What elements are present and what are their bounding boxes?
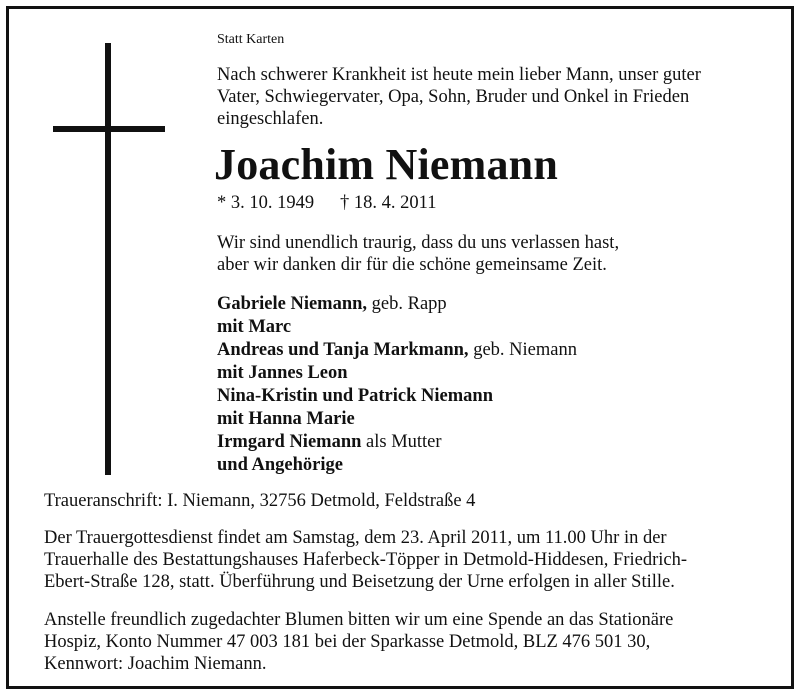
service-line-1: Der Trauergottesdienst findet am Samstag, dem 23. April 2011, um 11.00 Uhr in der (44, 528, 667, 548)
cross-icon-vertical (105, 43, 111, 475)
family-member-name: Andreas und Tanja Markmann, (217, 340, 469, 360)
family-member-name: mit Hanna Marie (217, 409, 355, 429)
birth-date: * 3. 10. 1949 (217, 193, 315, 213)
family-member-name: Gabriele Niemann, (217, 294, 368, 314)
family-member (217, 362, 348, 384)
family-member-name: Irmgard Niemann (217, 432, 362, 452)
address-line: Traueranschrift: I. Niemann, 32756 Detmold, Feldstraße 4 (44, 491, 476, 511)
donation-line-2: Hospiz, Konto Nummer 47 003 181 bei der Sparkasse Detmold, BLZ 476 501 30, (44, 632, 651, 652)
family-member (217, 454, 343, 476)
family-member-note: als Mutter (361, 432, 442, 452)
message-line-1: Wir sind unendlich traurig, dass du uns verlassen hast, (217, 233, 620, 253)
family-member-name: mit Marc (217, 317, 292, 337)
family-member-name: Nina-Kristin und Patrick Niemann (217, 386, 493, 406)
donation-line-3: Kennwort: Joachim Niemann. (44, 654, 267, 674)
service-line-3: Ebert-Straße 128, statt. Überführung und Beisetzung der Urne erfolgen in aller Stille. (44, 572, 675, 592)
family-member (217, 316, 291, 338)
family-member (217, 293, 447, 315)
family-member (217, 339, 577, 361)
family-member (217, 431, 442, 453)
family-member (217, 385, 493, 407)
family-member-note: geb. Rapp (367, 294, 447, 314)
message-line-2: aber wir danken dir für die schöne gemeinsame Zeit. (217, 255, 607, 275)
family-member (217, 408, 355, 430)
cross-icon-horizontal (53, 126, 165, 132)
family-member-note: geb. Niemann (468, 340, 577, 360)
intro-line-2: Vater, Schwiegervater, Opa, Sohn, Bruder und Onkel in Frieden (217, 87, 690, 107)
header-text: Statt Karten (217, 32, 285, 47)
intro-line-1: Nach schwerer Krankheit ist heute mein lieber Mann, unser guter (217, 65, 701, 85)
service-line-2: Trauerhalle des Bestattungshauses Haferbeck-Töpper in Detmold-Hiddesen, Friedrich- (44, 550, 688, 570)
family-member-name: mit Jannes Leon (217, 363, 348, 383)
donation-line-1: Anstelle freundlich zugedachter Blumen bitten wir um eine Spende an das Stationäre (44, 610, 674, 630)
intro-line-3: eingeschlafen. (217, 109, 324, 129)
death-date: † 18. 4. 2011 (340, 193, 437, 213)
family-member-name: und Angehörige (217, 455, 343, 475)
deceased-name: Joachim Niemann (214, 140, 558, 189)
